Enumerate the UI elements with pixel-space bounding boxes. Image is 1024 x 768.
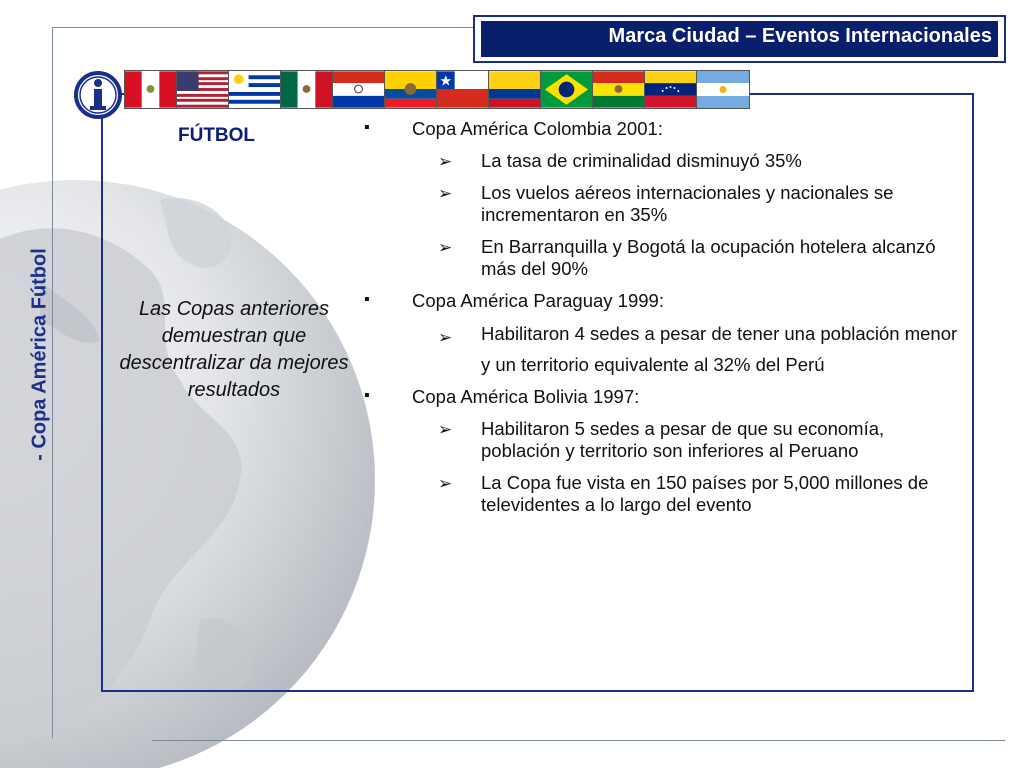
sidebar-vertical-label: - Copa América Fútbol: [28, 248, 51, 461]
arrow-bullet-icon: ➢: [438, 184, 453, 203]
list-item: ➢ Los vuelos aéreos internacionales y nacionales se incrementaron en 35%: [438, 182, 894, 225]
bolivia-flag-icon: [593, 71, 645, 108]
list-item: ▪ Copa América Bolivia 1997:: [364, 386, 640, 407]
arrow-bullet-icon: ➢: [438, 328, 453, 347]
list-item: ▪ Copa América Paraguay 1999:: [364, 290, 664, 311]
info-i-icon: [73, 70, 123, 120]
square-bullet-icon: ▪: [364, 291, 370, 308]
side-quote: Las Copas anteriores demuestran que descentralizar da mejores resultados: [119, 298, 349, 401]
venezuela-flag-icon: [645, 71, 697, 108]
chile-flag-icon: [437, 71, 489, 108]
colombia-flag-icon: [489, 71, 541, 108]
brazil-flag-icon: [541, 71, 593, 108]
ecuador-flag-icon: [385, 71, 437, 108]
section-title: FÚTBOL: [178, 125, 256, 146]
list-item: ➢ Habilitaron 5 sedes a pesar de que su economía, población y territorio son inferiores al Peruano: [438, 418, 885, 461]
arrow-bullet-icon: ➢: [438, 420, 453, 439]
arrow-bullet-icon: ➢: [438, 152, 453, 171]
list-item: ➢ La Copa fue vista en 150 países por 5,000 millones de televidentes a lo largo del evento: [438, 472, 929, 515]
square-bullet-icon: ▪: [364, 387, 370, 404]
bullet-list: [360, 118, 960, 526]
paraguay-flag-icon: [333, 71, 385, 108]
usa-flag-icon: [177, 71, 229, 108]
list-item: ➢ Habilitaron 4 sedes a pesar de tener una población menor y un territorio equivalente al 32% del Perú: [438, 323, 958, 375]
slide-title: Marca Ciudad – Eventos Internacionales: [608, 25, 992, 47]
title-bar: [473, 15, 1006, 63]
square-bullet-icon: ▪: [364, 119, 370, 136]
list-item: ➢ La tasa de criminalidad disminuyó 35%: [438, 150, 802, 171]
uruguay-flag-icon: [229, 71, 281, 108]
flags-strip: [124, 70, 750, 109]
arrow-bullet-icon: ➢: [438, 474, 453, 493]
peru-flag-icon: [125, 71, 177, 108]
list-item: ➢ En Barranquilla y Bogotá la ocupación hotelera alcanzó más del 90%: [438, 236, 936, 279]
arrow-bullet-icon: ➢: [438, 238, 453, 257]
list-item: ▪ Copa América Colombia 2001:: [364, 118, 663, 139]
argentina-flag-icon: [697, 71, 749, 108]
bottom-divider: [152, 740, 1005, 741]
mexico-flag-icon: [281, 71, 333, 108]
